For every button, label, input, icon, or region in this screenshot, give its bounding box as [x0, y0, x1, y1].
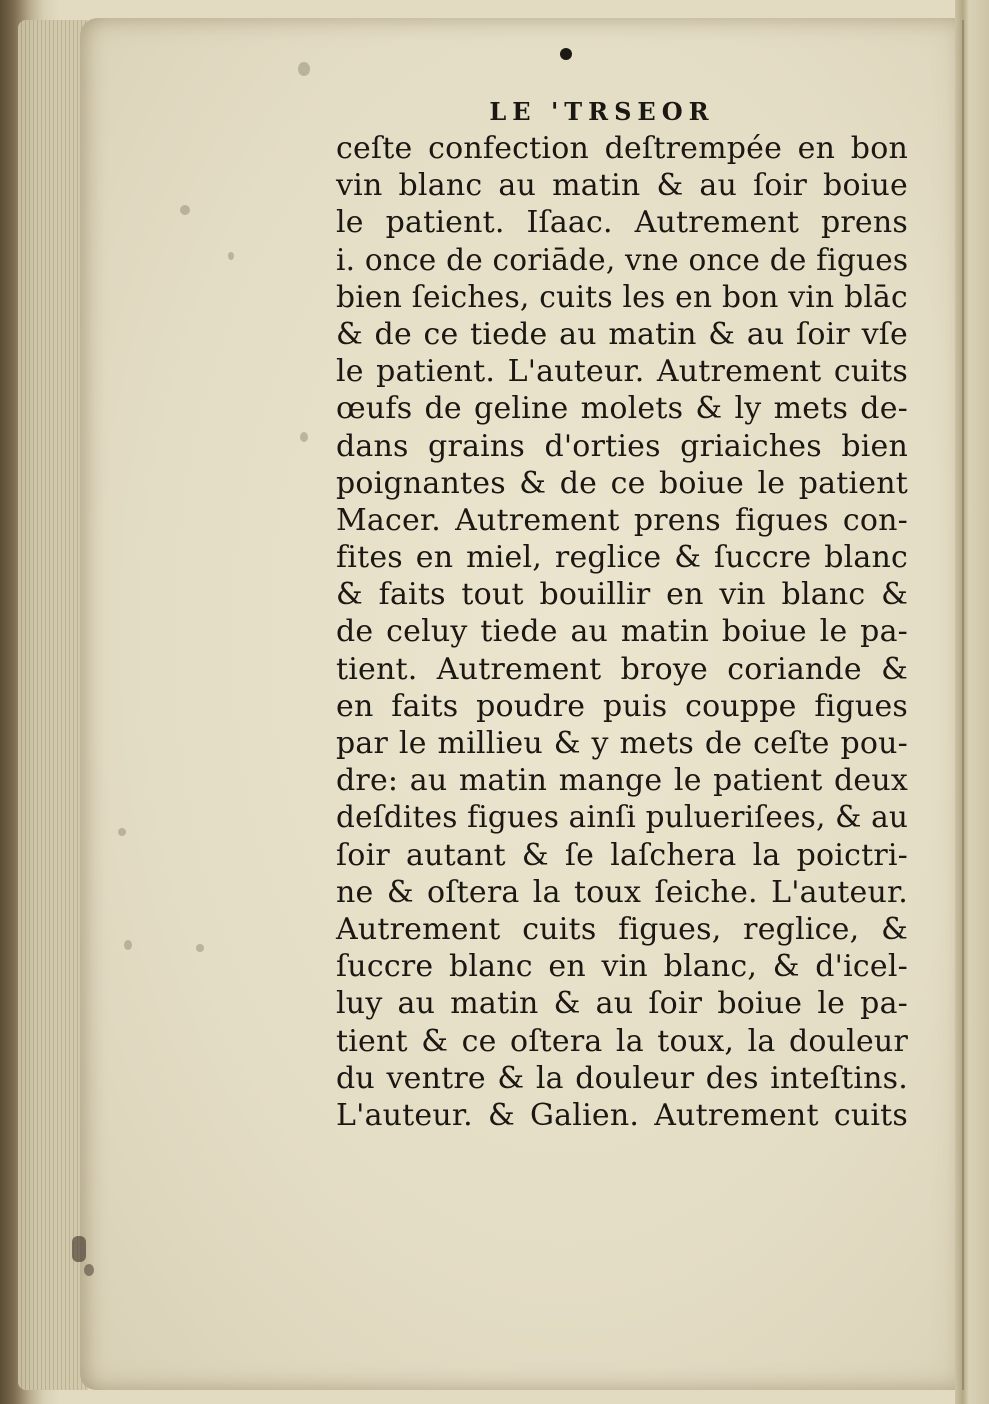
- page-edges: [18, 20, 88, 1390]
- text-line: L'auteur. & Galien. Autrement cuits: [336, 1097, 908, 1133]
- text-line: ceſte confection deſtrempée en bon: [336, 131, 908, 166]
- text-line: & faits tout bouillir en vin blanc &: [336, 577, 908, 613]
- text-line: poignantes & de ce boiue le patient: [336, 465, 908, 501]
- text-line: en faits poudre puis couppe figues: [336, 688, 908, 724]
- stain-speck: [118, 828, 126, 836]
- gutter-line: [962, 20, 964, 1390]
- text-line: le patient. L'auteur. Autrement cuits: [336, 354, 908, 390]
- text-line: fites en miel, reglice & ſuccre blanc: [336, 540, 908, 576]
- text-line: ne & oſtera la toux ſeiche. L'auteur.: [336, 874, 908, 910]
- text-line: de celuy tiede au matin boiue le pa-: [336, 614, 908, 650]
- text-line: i. once de coriāde, vne once de figues: [336, 242, 909, 278]
- text-block: [336, 96, 908, 1134]
- text-line: par le millieu & y mets de ceſte pou-: [336, 726, 908, 761]
- top-ornament-dot: [560, 48, 572, 60]
- text-line: vin blanc au matin & au ſoir boiue: [336, 168, 908, 204]
- text-line: du ventre & la douleur des inteſtins.: [336, 1060, 908, 1096]
- text-line: Macer. Autrement prens figues con-: [336, 502, 908, 538]
- stain-speck: [72, 1236, 86, 1262]
- text-line: deſdites figues ainſi pulueriſees, & au: [336, 800, 909, 836]
- text-line: ſoir autant & ſe laſchera la poictri-: [336, 837, 908, 873]
- book-gutter: [955, 0, 989, 1404]
- stain-speck: [300, 432, 308, 442]
- text-line: & de ce tiede au matin & au ſoir vſe: [336, 316, 908, 352]
- text-line: tient & ce oſtera la toux, la douleur: [336, 1023, 908, 1059]
- text-line: dre: au matin mange le patient deux: [336, 763, 908, 799]
- text-line: Autrement cuits figues, reglice, &: [336, 911, 908, 947]
- text-line: le patient. Iſaac. Autrement prens: [336, 205, 908, 241]
- stain-speck: [180, 205, 190, 215]
- text-line: luy au matin & au ſoir boiue le pa-: [336, 986, 908, 1022]
- stain-speck: [298, 62, 310, 76]
- stain-speck: [84, 1264, 94, 1276]
- text-line: œufs de geline molets & ly mets de-: [336, 391, 908, 427]
- text-line: bien ſeiches, cuits les en bon vin blāc: [336, 279, 908, 315]
- stain-speck: [228, 252, 234, 260]
- text-line: tient. Autrement broye coriande &: [336, 651, 908, 687]
- stain-speck: [196, 944, 204, 952]
- text-line: ſuccre blanc en vin blanc, & d'icel-: [336, 949, 908, 985]
- running-head: LE 'TRSEOR: [489, 97, 715, 126]
- text-line: dans grains d'orties griaiches bien: [336, 428, 908, 464]
- stain-speck: [124, 940, 132, 950]
